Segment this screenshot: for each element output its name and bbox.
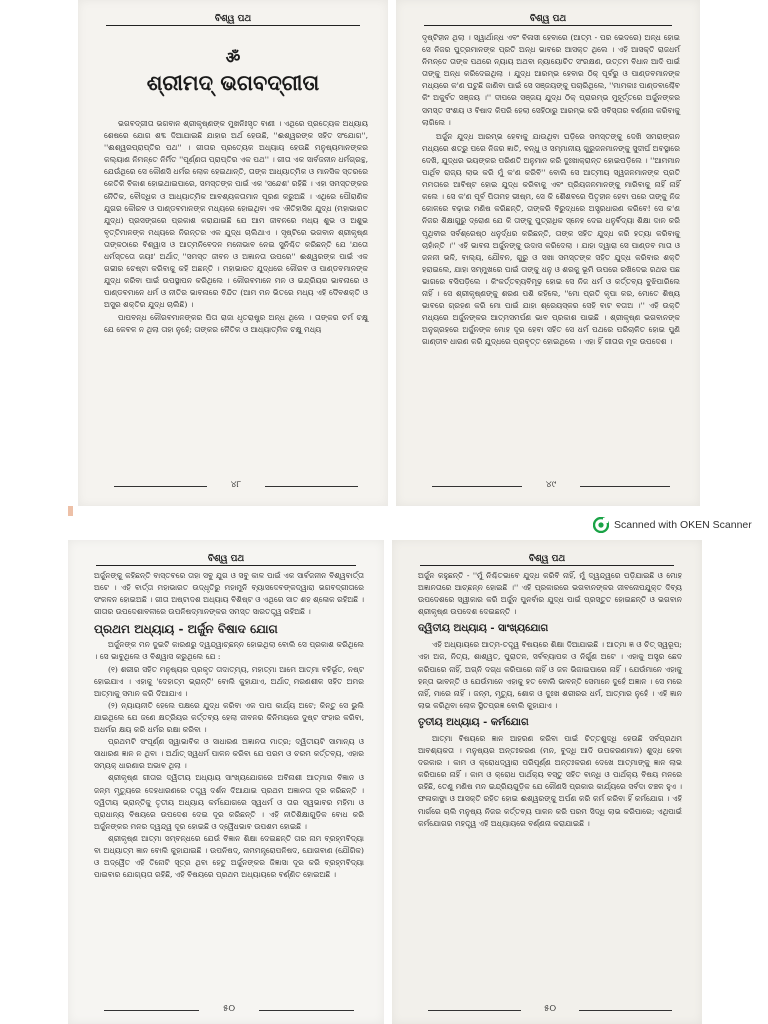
page-footer: [104, 1004, 354, 1016]
paragraph: ଅର୍ଜୁନ କହୁଛନ୍ତି - ''ମୁଁ ନିଶ୍ଚିତଭାବେ ଯୁଦ୍ଧ କରିବି ନାହିଁ, ମୁଁ ଦ୍ୱନ୍ଦ୍ୱରେ ପଡ଼ିଯାଇଛି ଓ ମୋହ ଅଜ୍ଞାନତାରେ ଆଚ୍ଛନ୍ନ ହୋଇଛି ।'' ଏହି ପ୍ରକାରରେ ଭଗବାନଙ୍କର ଜୀବନୋପଯୁକ୍ତ ଦିବ୍ୟ ଉପଦେଶରେ ସ୍ୱୀକାର କରି ଅର୍ଜୁନ ପୁନର୍ବାର ଯୁଦ୍ଧ ପାଇଁ ପ୍ରସ୍ତୁତ ହୋଇଛନ୍ତି ଓ ଭଗବାନ ଶ୍ରୀକୃଷ୍ଣ ଉପଦେଶ ଦେଇଛନ୍ତି ।: [418, 571, 682, 617]
page-50-right: [392, 540, 702, 1024]
paragraph: ଅର୍ଜୁନ ଯୁଦ୍ଧ ଆରମ୍ଭ ହେବାକୁ ଯାଉଥିବା ଘଡ଼ିରେ ସମସ୍ତଙ୍କୁ ଦେଖି ସମରାଙ୍ଗନ ମଧ୍ୟରେ ଶତ୍ରୁ ପରେ ନିଜର ଜ୍ଞାତି, ବନ୍ଧୁ ଓ ସମ୍ମାନୀୟ ଗୁରୁଜନମାନଙ୍କୁ ସୁଦୀର୍ଘ ଅବସ୍ଥାରେ ଦେଖି, ଯୁଦ୍ଧର ଭୟଙ୍କର ପରିଣତି ଅନୁମାନ କରି ଦୁଃଖାକ୍ରାନ୍ତ ହୋଇପଡ଼ିଲେ । ''ଆମମାନ ପାର୍ଥିବ ରାଜ୍ୟ ଲାଭ କରି ମୁଁ କ'ଣ କରିବି'' ବୋଲି ସେ ଆତ୍ମୀୟ ସ୍ୱଜନମାନଙ୍କ ପ୍ରତି ମମତାରେ ଆବିଷ୍ଟ ହୋଇ ଯୁଦ୍ଧ କରିବାକୁ ଏବଂ ପ୍ରିୟଜନମାନଙ୍କୁ ମାରିବାକୁ ନାହିଁ ନାହିଁ କଲେ । ସେ କ'ଣ ପୂର୍ବ ପିତାମହ ଭୀଷ୍ମ, ସେ କି ଶୈଶବରେ ପିତୃହୀନ ହେବା ପରେ ତାଙ୍କୁ ନିଜ କୋଳରେ ବଢ଼ାଇ ମଣିଷ କରିଛନ୍ତି, ତାଙ୍କରି ବିରୁଦ୍ଧରେ ଅସ୍ତ୍ରଧାରଣ କରିବେ! ସେ କ'ଣ ନିଜର ଶିକ୍ଷାଗୁରୁ ଦ୍ରୋଣ ଯେ କି ତାଙ୍କୁ ପୁତ୍ରାଧିକ ସ୍ନେହ ଦେଇ ଧନୁର୍ବିଦ୍ୟା ଶିକ୍ଷା ଦାନ କରି ପୃଥିବୀର ସର୍ବଶ୍ରେଷ୍ଠ ଧନୁର୍ଦ୍ଧର କରିଛନ୍ତି, ତାଙ୍କ ସହିତ ଯୁଦ୍ଧ କରି ହତ୍ୟା କରିବାକୁ ଚାହାଁନ୍ତି ।'' ଏହି ଭାବନା ଅର୍ଜୁନଙ୍କୁ ଉଦାସ କରିଦେଲା । ଯାହା ଦ୍ୱାରା ସେ ପାଣ୍ଡବ ମାତା ଓ ଜନନୀ ଭଳି, ବାଲ୍ୟ, ଯୌବନ, ଗୁରୁ ଓ ସଖା ସମସ୍ତଙ୍କ ସହିତ ଯୁଦ୍ଧ କରିବାର ଶକ୍ତି ହରାଇଲେ, ଯାହା ସମ୍ମୁଖରେ ପାଇଁ ତାଙ୍କୁ ଧନୁ ଓ ଶରକୁ ଭୂମି ଉପରେ ରଖିଦେଇ ରଥର ପଛ ଭାଗରେ ବସିପଡ଼ିଲେ । କିଂକର୍ତ୍ତବ୍ୟବିମୂଢ଼ ହୋଇ ସେ ନିଜ ଧର୍ମ ଓ କର୍ତ୍ତବ୍ୟ ବୁଝିପାରିଲେ ନାହିଁ । ସେ ଶ୍ରୀକୃଷ୍ଣଙ୍କୁ ଶରଣ ପଶି କହିଲେ, ''ମୋ ପ୍ରତି କୃପା କର, ମୋତେ ଶିଷ୍ୟ ଭାବରେ ଗ୍ରହଣ କରି ମୋ ପାଇଁ ଯାହା ଶ୍ରେୟସ୍କର ସେହି ବାଟ ବତାଅ ।'' ଏହି ଉକ୍ତି ମଧ୍ୟରେ ଅର୍ଜୁନଙ୍କର ଆତ୍ମସମର୍ପଣ ଭାବ ପ୍ରକାଶ ପାଇଛି । ଶ୍ରୀକୃଷ୍ଣ ଭଗବାନଙ୍କ ଅନୁଗ୍ରହରେ ଅର୍ଜୁନଙ୍କ ମୋହ ଦୂର ହେବା ସହିତ ସେ ଧର୍ମ ପଥରେ ପରିଚାଳିତ ହୋଇ ପୁଣି ଗାଣ୍ଡୀବ ଧାରଣ କରି ଯୁଦ୍ଧରେ ପ୍ରବୃତ୍ତ ହୋଇଥିଲେ । ଏହା ହିଁ ଗୀତାର ମୂଳ ଉପଦେଶ ।: [422, 131, 680, 347]
page-footer: [114, 480, 358, 492]
paragraph: ଅର୍ଜୁନଙ୍କୁ କହିଛନ୍ତି ବାସ୍ତବରେ ତାହା ସବୁ ଯୁଗ ଓ ସବୁ କାଳ ପାଇଁ ଏକ ସାର୍ବଜନୀନ ବିଶ୍ୱବାର୍ତ୍ତା ଅଟେ । ଏହି ବାର୍ତ୍ତା ମହାଭାରତ ଉଦ୍ଧୃତିରୁ ମହାମୁନି ବ୍ୟାସଦେବଙ୍କଦ୍ୱାରା ଭଗବଦ୍ଗୀତାରେ ସଂକଳନ ହୋଇଅଛି । ଗୀତା ଅଷ୍ଟାଦଶ ଅଧ୍ୟାୟ ବିଶିଷ୍ଟ ଓ ଏଥିରେ ସାତ ଶହ ଶ୍ଳୋକ ରହିଅଛି । ଗୀତାର ଉପଦେଶାବଳୀରେ ଉପନିଷଦ୍‌ମାନଙ୍କର ସମସ୍ତ ସାରତତ୍ତ୍ୱ ରହିଅଛି ।: [94, 571, 364, 617]
paragraph: ପ୍ରଥମଟି ସଂପୂର୍ଣ୍ଣ ସ୍ୱାଭାବିକ ଓ ସାଧାରଣ ଅଜ୍ଞାନତା ମାତ୍ର; ଦ୍ୱିତୀୟଟି ସାମାନ୍ୟ ଓ ସାଧାରଣ ଜ୍ଞାନ ନ ଥିବା । ଅର୍ଥାତ୍ ସ୍ୱଧର୍ମ ପାଳନ କରିବା ଯେ ପରମ ଓ ଚରମ କର୍ତ୍ତବ୍ୟ, ଏହାର ସମ୍ୟକ୍ ଧାରଣାର ଅଭାବ ଥିଲା ।: [94, 737, 364, 771]
scanner-label: Scanned with OKEN Scanner: [614, 519, 752, 531]
header-rule: [106, 25, 360, 26]
paragraph: ପାପବନ୍ଧ କୌରବମାନଙ୍କର ପିତା ରାଜା ଧୃତରାଷ୍ଟ୍ର ଅନ୍ଧ ଥିଲେ । ତାଙ୍କର ଚର୍ମ ଚକ୍ଷୁ ଯେ କେବଳ ନ ଥିଲା ତାହା ନୁହେଁ; ତାଙ୍କର ନୈତିକ ଓ ଆଧ୍ୟାତ୍ମିକ ଚକ୍ଷୁ ମଧ୍ୟ: [104, 312, 368, 334]
page-number: ୫୦: [222, 1004, 236, 1014]
paragraph: ଶ୍ରୀକୃଷ୍ଣ ଆତ୍ମା ସମ୍ବନ୍ଧରେ ଯେଉଁ ବିଜ୍ଞାନ ଶିକ୍ଷା ଦେଇଛନ୍ତି ତାର ନାମ ବ୍ରହ୍ମବିଦ୍ୟା ବା ଅଧ୍ୟାତ୍ମ ଜ୍ଞାନ ବୋଲି କୁହାଯାଇଛି । ଉପନିଷଦ୍, ନାମମନ୍ତ୍ରୋପନିଷଦ, ଯୋଗବାଣ (ଯୌଗିକ) ଓ ଅଦ୍ୱୈତ ଏହି ତିନୋଟି ସୂତ୍ର ଥିବା ହେତୁ ଅର୍ଜୁନଙ୍କର ଜିଜ୍ଞାସା ଦୂର କରି ବ୍ରହ୍ମବିଦ୍ୟା ପାଇବାର ଯୋଗ୍ୟତା ରହିଛି, ଏହି ବିଷୟରେ ପ୍ରଥମ ଅଧ୍ୟାୟରେ ବର୍ଣ୍ଣିତ ହୋଇଅଛି ।: [94, 833, 364, 880]
scan-edge-mark: [68, 506, 73, 516]
paragraph: ଭଗବଦ୍ଗୀତା ଭଗବାନ ଶ୍ରୀକୃଷ୍ଣଙ୍କ ମୁଖନିଃସୃତ ବାଣୀ । ଏଥିରେ ପ୍ରତ୍ୟେକ ଅଧ୍ୟାୟ ଶେଷରେ ଯୋଗ ଶବ୍ଦ ଦିଆଯାଇଛି ଯାହାର ଅର୍ଥ ହେଉଛି, ''ଈଶ୍ୱରଙ୍କ ସହିତ ସଂଯୋଗ'', ''ଈଶ୍ୱରପ୍ରାପ୍ତିର ପଥ'' । ଗୀତାର ପ୍ରତ୍ୟେକ ଅଧ୍ୟାୟ ହେଉଛି ମନୁଷ୍ୟମାନଙ୍କର କଲ୍ୟାଣ ନିମନ୍ତେ ନିର୍ମିତ ''ପୂର୍ଣ୍ଣତା ପ୍ରାପ୍ତିର ଏକ ପଥ'' । ଗୀତା ଏକ ସାର୍ବଜନୀନ ଧର୍ମଗ୍ରନ୍ଥ, ଯେଉଁଥିରେ ସେ କୌଣସି ଧର୍ମର ଲୋକ ହେଇଥାନ୍ତି, ତାଙ୍କ ଆଧ୍ୟାତ୍ମିକ ଓ ମାନସିକ ସ୍ତରରେ କେତିକି ବିକାଶ ହୋଇଥାଇପାରେ, ସମସ୍ତଙ୍କ ପାଇଁ ଏକ 'ସନ୍ଦେଶ' ରହିଛି । ଏହା ସମସ୍ତଙ୍କର ନୈତିକ, ବୌଦ୍ଧିକ ଓ ଆଧ୍ୟାତ୍ମିକ ଆବଶ୍ୟକତାମାନ ପୂରଣ କରୁଅଛି । ଏଥିରେ ପୌରାଣିକ ଯୁଗର କୌରବ ଓ ପାଣ୍ଡବମାନଙ୍କ ମଧ୍ୟରେ ହୋଇଥିବା ଏକ ଐତିହାସିକ ଯୁଦ୍ଧ (ମହାଭାରତ ଯୁଦ୍ଧ) ପ୍ରସଙ୍ଗରେ ପ୍ରକାଶ କରାଯାଇଛି ଯେ ଆମ ଜୀବନରେ ମଧ୍ୟ ଶୁଭ ଓ ଅଶୁଭ ବୃତ୍ତିମାନଙ୍କ ମଧ୍ୟରେ ନିରନ୍ତର ଏକ ଯୁଦ୍ଧ ଚାଲିଥାଏ । ସୃଷ୍ଟିରେ ଭଗବାନ ଶ୍ରୀକୃଷ୍ଣ ତାଙ୍କଠାରେ ବିଶ୍ୱାସ ଓ ଆତ୍ମନିବେଦନ ମନୋଭାବ ନେଇ ସୁନିଶ୍ଚିତ କରିଛନ୍ତି ଯେ 'ଯତୋ ଧର୍ମସ୍ତତୋ ଜୟଃ' ଅର୍ଥାତ୍ ''ସମସ୍ତ ଜୀବନ ଓ ଅଜ୍ଞାନତା ଉପରେ'' ଈଶ୍ୱରଙ୍କ ପାଇଁ ଏକ ଗଭୀର ଚେଷ୍ଟା କରିବାକୁ କହି ଅଛନ୍ତି । ମହାଭାରତ ଯୁଦ୍ଧରେ କୌରବ ଓ ପାଣ୍ଡବମାନଙ୍କ ଯୁଦ୍ଧ କରିବା ପାଇଁ ଉପସ୍ଥାପନ କରିଥିଲେ । କୌରବମାନେ ମନ ଓ ଇନ୍ଦ୍ରିୟର ଭାବନାରେ ଓ ପାଣ୍ଡବମାନେ ଧର୍ମ ଓ ନୀତିର ଭାବନାରେ ବିନ୍ଦିତ (ଆମ ମନ ଭିତରେ ମଧ୍ୟ ଏହି ଦୈବଶକ୍ତି ଓ ଅସୁର ଶକ୍ତିର ଯୁଦ୍ଧ ଚାଲିଛି) ।: [104, 119, 368, 310]
paragraph: ଦୃଷ୍ଟିହୀନ ଥିଲା । ସ୍ୱାର୍ଥାନ୍ଧ ଏବଂ ବିଳାସୀ ହେବାରେ (ଆତ୍ମ - ପର ଭେଦରେ) ଅନ୍ଧ ହୋଇ ସେ ନିଜର ପୁତ୍ରମାନଙ୍କ ପ୍ରତି ଅନ୍ଧ ଭାବରେ ଆସକ୍ତ ଥିଲେ । ଏହି ଆସକ୍ତି ରାଜଧର୍ମ ନିମନ୍ତେ ତାଙ୍କ ପଥରେ ନ୍ୟାୟ ଅଥବା ନ୍ୟାୟୋଚିତ ସଂରକ୍ଷଣ, ଉତ୍ତମ ବିଧାନ ଆଦି ପାଇଁ ତାଙ୍କୁ ଅନ୍ଧ କରିଦେଇଥିଲା । ଯୁଦ୍ଧ ଆରମ୍ଭ ହେବାର ଠିକ୍ ପୂର୍ବରୁ ଓ ପାଣ୍ଡବମାନଙ୍କ ମଧ୍ୟରେ କ'ଣ ଘଟୁଛି ଜାଣିବା ପାଇଁ ସେ ସଞ୍ଜୟଙ୍କୁ ପଚାରିଥିଲେ, ''ମାମକାଃ ପାଣ୍ଡବାଶ୍ଚୈବ କିଂ ଅକୁର୍ବତ ସଞ୍ଜୟ ।'' ଦୀପରେ ସଞ୍ଜୟ ଯୁଦ୍ଧ ଠିକ୍ ପ୍ରାରମ୍ଭ ମୁହୂର୍ତ୍ତରେ ଅର୍ଜୁନଙ୍କର ସମସ୍ତ ସଂଶୟ ଓ ବିଷାଦ କିପରି ହେଲା ସେହିଠାରୁ ଆରମ୍ଭ କରି ସବିସ୍ତାର ବର୍ଣ୍ଣନା କରିବାକୁ ଲାଗିଲେ ।: [422, 33, 680, 127]
page-header: [424, 6, 672, 28]
scanner-watermark: [593, 517, 752, 533]
oken-scanner-logo-icon: [593, 517, 609, 533]
header-rule: [96, 565, 356, 566]
header-title: ବିଶ୍ୱ ପଥ: [529, 14, 567, 24]
footer-rule: [259, 1010, 354, 1011]
page-title: ଶ୍ରୀମଦ୍ ଭଗବଦ୍ଗୀତା: [146, 70, 320, 95]
page-number: ୪୮: [230, 480, 242, 490]
footer-rule: [265, 486, 358, 487]
page-header: [96, 546, 356, 568]
page-49: [396, 0, 700, 506]
paragraph: (୧) ଶରୀର ସହିତ ମନୁଷ୍ୟର ପ୍ରକୃତ ତାଦାତ୍ମ୍ୟ, ମହାତ୍ମା ଆମେ ଆତ୍ମା ବହିର୍ଭୂତ, ନଷ୍ଟ ହୋଇଯାଏ । ଏହାକୁ 'ଦେହାତ୍ମ ଭ୍ରାନ୍ତି' ବୋଲି କୁହାଯାଏ, ଅର୍ଥାତ୍ ମରଣଶୀଳ ସହିତ ଅମର ଆତ୍ମାକୁ ସମାନ କରି ଦିଆଯାଏ ।: [94, 664, 364, 698]
footer-rule: [579, 1010, 672, 1011]
header-title: ବିଶ୍ୱ ପଥ: [528, 554, 566, 564]
header-title: ବିଶ୍ୱ ପଥ: [207, 554, 245, 564]
header-title: ବିଶ୍ୱ ପଥ: [214, 14, 252, 24]
body-text: [94, 570, 364, 881]
header-rule: [420, 565, 674, 566]
paragraph: ଶ୍ରୀକୃଷ୍ଣ ଗୀତାର ଦ୍ୱିତୀୟ ଅଧ୍ୟାୟ ସାଂଖ୍ୟଯୋଗରେ ଅବିନାଶୀ ଆତ୍ମାର ବିଜ୍ଞାନ ଓ ଜନ୍ମ ମୃତ୍ୟୁରେ ଦେହଧାରଣରେ ତତ୍ତ୍ୱ ଦର୍ଶନ ଦିଆଯାଇ ପ୍ରଥମ ଅଜ୍ଞାନତା ଦୂର କରିଛନ୍ତି । ଦ୍ୱିତୀୟ ଭ୍ରାନ୍ତିକୁ ତୃତୀୟ ଅଧ୍ୟାୟ କର୍ମଯୋଗରେ ସ୍ୱଧର୍ମ ଓ ତାର ସ୍ୱଭାବର ମହିମା ଓ ପ୍ରାଧାନ୍ୟ ବିଷୟରେ ଉପଦେଶ ଦେଇ ଦୂର କରିଛନ୍ତି । ଏହି ନୀତିଶିକ୍ଷାଗୁଡ଼ିକ ବୋଧ କରି ଅର୍ଜୁନଙ୍କର ମନର ଦ୍ୱନ୍ଦ୍ୱ ଦୂର ହୋଇଛି ଓ ଦ୍ୱୈଧଭାବ ଉପଶମ ହୋଇଛି ।: [94, 773, 364, 831]
body-text: [418, 570, 682, 830]
page-number: ୫୦: [543, 1004, 557, 1014]
page-50-left: [68, 540, 384, 1024]
chapter-heading: ଦ୍ୱିତୀୟ ଅଧ୍ୟାୟ - ସାଂଖ୍ୟଯୋଗ: [418, 623, 549, 635]
page-footer: [432, 480, 670, 492]
page-header: [106, 6, 360, 28]
page-footer: [428, 1004, 672, 1016]
body-text: [422, 32, 680, 348]
footer-rule: [580, 486, 670, 487]
paragraph: ଆତ୍ମା ବିଷୟରେ ଜ୍ଞାନ ଆହରଣ କରିବା ପାଇଁ ଚିତ୍ତଶୁଦ୍ଧି ହେଉଛି ସର୍ବପ୍ରଥମ ଆବଶ୍ୟକତା । ମନୁଷ୍ୟର ଅନ୍ତଃକରଣ (ମନ, ବୁଦ୍ଧି ଆଦି ଉପକରଣମାନ) ଶୁଦ୍ଧ ହେବା ଦରକାର । କାମ ଓ କ୍ରୋଧଦ୍ୱାରା ପରିପୂର୍ଣ୍ଣ ଅନ୍ତଃକରଣ ଦେଖେ ଆତ୍ମାଙ୍କୁ ଜ୍ଞାନ ଲାଭ କରିପାରେ ନାହିଁ । କାମ ଓ କ୍ରୋଧ ପାର୍ଥକ୍ୟ ବସ୍ତୁ ସହିତ ବାନ୍ଧି ଓ ପାର୍ଥକ୍ୟ ବିଷୟ ମନରେ ରହିଛି, ତେଣୁ ମଣିଷ ମନ ଇନ୍ଦ୍ରିୟଗୁଡ଼ିକ ଯେ କୌଣସି ପ୍ରକାର କାର୍ଯ୍ୟରେ ସର୍ବଦା ଚଞ୍ଚଳ ହୁଏ । ଫଳାକାଙ୍କ୍ଷା ଓ ଆସକ୍ତି ରହିତ ହୋଇ ଈଶ୍ୱରଙ୍କୁ ଅର୍ପଣ କରି କର୍ମ କରିବା ହିଁ କର୍ମଯୋଗ । ଏହି ମାର୍ଗରେ ଚାଲି ମନୁଷ୍ୟ ନିଜର କର୍ତ୍ତବ୍ୟ ପାଳନ କରି ପରମ ସିଦ୍ଧି ଲାଭ କରିପାରେ; ଏଥିପାଇଁ କର୍ମଯୋଗର ମହତ୍ତ୍ୱ ଏହି ଅଧ୍ୟାୟରେ ବର୍ଣ୍ଣନା କରାଯାଇଛି ।: [418, 733, 682, 828]
paragraph: (୨) ନ୍ୟାୟନୀତି ହେଲେ ପକ୍ଷରେ ଯୁଦ୍ଧ କରିବା ଏକ ପାପ କାର୍ଯ୍ୟ ଅଟେ; କିନ୍ତୁ ସେ ଭୁଲି ଯାଇଥିଲେ ଯେ ଜଣେ କ୍ଷତ୍ରିୟର କର୍ତ୍ତବ୍ୟ ହେଲା ଜୀବନର କିନିମୟରେ ଦୁଷ୍ଟ ସଂହାର କରିବା, ଅଧର୍ମର କ୍ଷୟ କରି ଧର୍ମର ରକ୍ଷା କରିବା ।: [94, 700, 364, 735]
header-rule: [424, 25, 672, 26]
paragraph: ଅର୍ଜୁନଙ୍କ ମନ ଦୁଇଟି କାରଣରୁ ଦ୍ୱନ୍ଦ୍ୱାଚ୍ଛନ୍ନ ହୋଇଥିଲା ବୋଲି ସେ ପ୍ରକାଶ କରିଥିଲେ । ସେ ଭାବୁଥିଲେ ଓ ବିଶ୍ୱାସ କରୁଥିଲେ ଯେ :: [94, 640, 364, 662]
chapter-heading: ତୃତୀୟ ଅଧ୍ୟାୟ - କର୍ମଯୋଗ: [418, 716, 529, 728]
page-number: ୪୯: [545, 480, 557, 490]
body-text: [104, 118, 368, 336]
om-symbol: ॐ: [225, 48, 241, 67]
chapter-heading: ପ୍ରଥମ ଅଧ୍ୟାୟ - ଅର୍ଜୁନ ବିଷାଦ ଯୋଗ: [94, 622, 278, 637]
paragraph: ଏହି ଅଧ୍ୟାୟରେ ଆତ୍ମ-ତତ୍ତ୍ୱ ବିଷୟରେ ଶିକ୍ଷା ଦିଆଯାଇଛି । ଆତ୍ମା ଜ୍ଞ ଓ ଚିତ୍ ସ୍ୱରୂପ; ଏହା ଅଜ, ନିତ୍ୟ, ଶାଶ୍ୱତ, ପୁରାତନ, ସର୍ବବ୍ୟାପକ ଓ ନିର୍ଗୁଣ ଅଟେ । ଏହାକୁ ଅସ୍ତ୍ର ଛେଦ କରିପାରେ ନାହିଁ, ଅଗ୍ନି ଦଗ୍ଧ କରିପାରେ ନାହିଁ ଓ ଜଳ ଭିଜାଇପାରେ ନାହିଁ । ଯେଉଁମାନେ ଏହାକୁ ହନ୍ତା ଭାବନ୍ତି ଓ ଯେଉଁମାନେ ଏହାକୁ ହତ ବୋଲି ଭାବନ୍ତି ସେମାନେ ଦୁହେଁ ଅଜ୍ଞାନ । ସେ ମରେ ନାହିଁ, ମାରେ ନାହିଁ । ଜନ୍ମ, ମୃତ୍ୟୁ, ଶୋକ ଓ ଦୁଃଖ ଶରୀରର ଧର୍ମ, ଆତ୍ମାର ନୁହେଁ । ଏହି ଜ୍ଞାନ ଲାଭ କରିଥିବା ଲୋକ ସ୍ଥିତପ୍ରଜ୍ଞ ବୋଲି କୁହାଯାଏ ।: [418, 640, 682, 710]
page-header: [420, 546, 674, 568]
page-48: [78, 0, 388, 506]
